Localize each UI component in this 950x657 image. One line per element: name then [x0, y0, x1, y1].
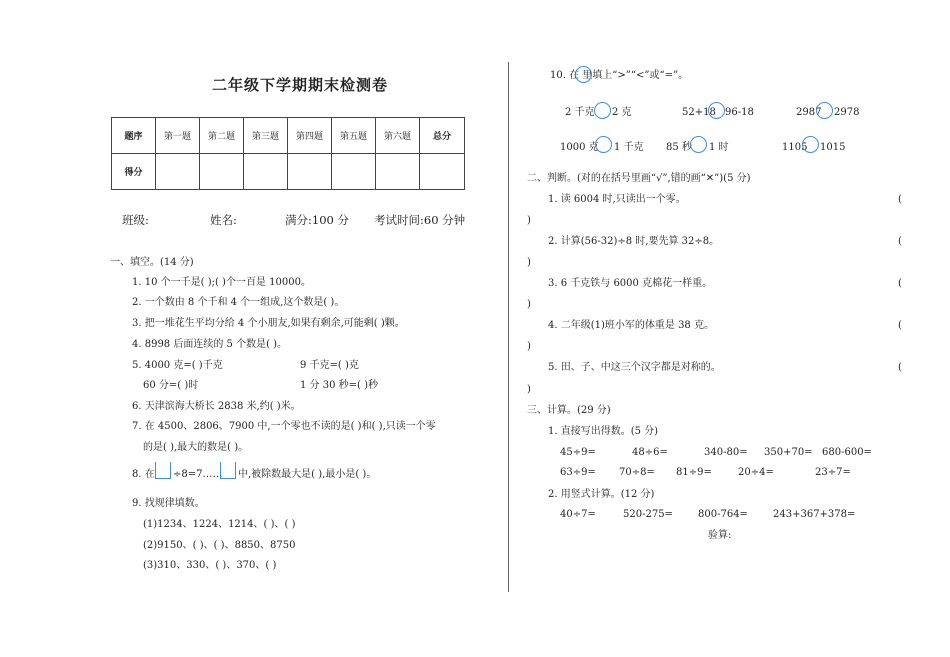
compare-1a: 2 千克	[565, 107, 595, 118]
compare-4a: 1000 克	[560, 142, 599, 153]
calc-item: 340-80=	[704, 447, 748, 458]
calc-item: 350+70=	[764, 447, 813, 458]
calc-item: 20÷4=	[738, 467, 774, 478]
compare-circle[interactable]	[816, 102, 833, 119]
question-8b: ÷8=7……	[173, 469, 223, 480]
question-6: 6. 天津滨海大桥长 2838 米,约( )米。	[132, 401, 301, 412]
score-cell[interactable]	[332, 154, 376, 190]
judge-1-left-paren[interactable]: (	[898, 194, 902, 205]
judge-2-right-paren: )	[527, 257, 531, 268]
table-row	[112, 118, 465, 154]
column-divider	[508, 62, 509, 592]
compare-5a: 85 秒	[666, 142, 692, 153]
question-4: 4. 8998 后面连续的 5 个数是( )。	[132, 339, 288, 350]
question-8c: 中,被除数最大是( ),最小是( )。	[238, 469, 377, 480]
judge-5-right-paren: )	[527, 384, 531, 395]
score-cell[interactable]	[200, 154, 244, 190]
judge-3-left-paren[interactable]: (	[898, 278, 902, 289]
section-2-heading: 二、判断。(对的在括号里画“√”,错的画“✕”)(5 分)	[527, 173, 751, 184]
compare-6b: 1015	[820, 142, 846, 153]
calc-item: 40÷7=	[560, 509, 596, 520]
table-row	[112, 154, 465, 190]
judge-2: 2. 计算(56-32)÷8 时,要先算 32÷8。	[548, 236, 720, 247]
judge-1: 1. 读 6004 时,只读出一个零。	[548, 194, 686, 205]
compare-2a: 52+18	[682, 107, 716, 118]
question-2: 2. 一个数由 8 个千和 4 个一组成,这个数是( )。	[132, 297, 345, 308]
section-1-heading: 一、填空。(14 分)	[110, 257, 194, 268]
compare-5b: 1 时	[709, 142, 729, 153]
table-cell: 第四题	[288, 118, 332, 154]
calc-item: 680-600=	[822, 447, 872, 458]
compare-circle[interactable]	[690, 136, 707, 153]
table-cell: 第一题	[156, 118, 200, 154]
question-7b: 的是( ),最大的数是( )。	[143, 442, 249, 453]
class-label: 班级:	[122, 213, 149, 227]
question-9: 9. 找规律填数。	[132, 498, 205, 509]
judge-1-right-paren: )	[527, 215, 531, 226]
compare-circle[interactable]	[708, 102, 725, 119]
question-5b: 9 千克=( )克	[300, 360, 359, 371]
judge-3-right-paren: )	[527, 299, 531, 310]
judge-4-right-paren: )	[527, 341, 531, 352]
judge-2-left-paren[interactable]: (	[898, 236, 902, 247]
score-cell[interactable]	[376, 154, 420, 190]
compare-3b: 2978	[834, 107, 860, 118]
full-score-label: 满分:100 分	[285, 213, 349, 227]
judge-4-left-paren[interactable]: (	[898, 320, 902, 331]
question-3: 3. 把一堆花生平均分给 4 个小朋友,如果有剩余,可能剩( )颗。	[132, 318, 405, 329]
compare-circle[interactable]	[595, 136, 612, 153]
table-cell: 第二题	[200, 118, 244, 154]
question-5d: 1 分 30 秒=( )秒	[300, 380, 378, 391]
question-1: 1. 10 个一千是( );( )个一百是 10000。	[132, 277, 311, 288]
question-7a: 7. 在 4500、2806、7900 中,一个零也不读的是( )和( ),只读一个零	[132, 421, 436, 432]
calc-item: 63÷9=	[560, 467, 596, 478]
compare-circle[interactable]	[594, 102, 611, 119]
compare-circle[interactable]	[575, 66, 592, 83]
score-table	[111, 117, 465, 190]
question-5c: 60 分=( )时	[143, 380, 199, 391]
judge-5: 5. 田、子、中这三个汉字都是对称的。	[548, 362, 721, 373]
table-cell: 得分	[112, 154, 156, 190]
judge-5-left-paren[interactable]: (	[898, 362, 902, 373]
name-label: 姓名:	[210, 213, 237, 227]
calc-item: 23÷7=	[815, 467, 851, 478]
score-cell[interactable]	[420, 154, 465, 190]
table-cell: 第三题	[244, 118, 288, 154]
question-9-3: (3)310、330、( )、370、( )	[143, 560, 277, 571]
calc-item: 70÷8=	[619, 467, 655, 478]
page-title: 二年级下学期期末检测卷	[212, 76, 389, 94]
calc-item: 48÷6=	[632, 447, 668, 458]
score-cell[interactable]	[156, 154, 200, 190]
question-5a: 5. 4000 克=( )千克	[132, 360, 223, 371]
calc-item: 243+367+378=	[773, 509, 856, 520]
calc-item: 520-275=	[623, 509, 673, 520]
calc-part-1: 1. 直接写出得数。(5 分)	[548, 426, 659, 437]
calc-item: 800-764=	[698, 509, 748, 520]
table-cell: 第六题	[376, 118, 420, 154]
judge-3: 3. 6 千克铁与 6000 克棉花一样重。	[548, 278, 713, 289]
score-cell[interactable]	[288, 154, 332, 190]
table-cell: 题序	[112, 118, 156, 154]
judge-4: 4. 二年级(1)班小军的体重是 38 克。	[548, 320, 714, 331]
compare-1b: 2 克	[612, 107, 632, 118]
question-9-2: (2)9150、( )、( )、8850、8750	[143, 540, 296, 551]
compare-4b: 1 千克	[614, 142, 644, 153]
answer-box[interactable]	[220, 462, 236, 479]
answer-box[interactable]	[155, 462, 171, 479]
exam-time-label: 考试时间:60 分钟	[374, 213, 466, 227]
compare-6a: 1105	[782, 142, 808, 153]
question-9-1: (1)1234、1224、1214、( )、( )	[143, 519, 296, 530]
check-label: 验算:	[708, 530, 732, 541]
compare-circle[interactable]	[802, 136, 819, 153]
calc-part-2: 2. 用竖式计算。(12 分)	[548, 489, 655, 500]
calc-item: 81÷9=	[676, 467, 712, 478]
calc-item: 45÷9=	[560, 447, 596, 458]
section-3-heading: 三、计算。(29 分)	[527, 405, 611, 416]
compare-3a: 2987	[796, 107, 822, 118]
question-8a: 8. 在	[132, 469, 155, 480]
table-cell: 第五题	[332, 118, 376, 154]
question-10: 10. 在 里填上“>”“<”或“=”。	[550, 70, 689, 81]
compare-2b: 96-18	[725, 107, 754, 118]
score-cell[interactable]	[244, 154, 288, 190]
table-cell: 总分	[420, 118, 465, 154]
